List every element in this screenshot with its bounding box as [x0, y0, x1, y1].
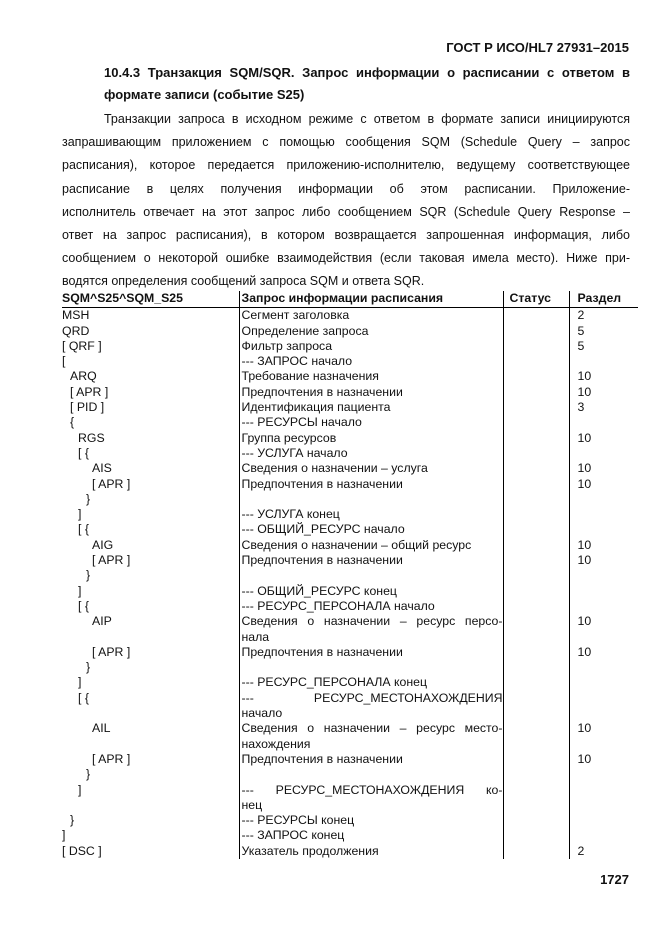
description-line: --- РЕСУРС_ПЕРСОНАЛА конец [241, 675, 428, 690]
table-row [62, 675, 638, 690]
table-row [62, 461, 638, 476]
segment-cell: [ { [62, 599, 239, 614]
description-cell [239, 660, 503, 675]
table-row [62, 538, 638, 553]
status-cell [503, 477, 569, 492]
section-title-line-1: 10.4.3 Транзакция SQM/SQR. Запрос информации о расписании с ответом в [104, 65, 630, 80]
section-cell: 10 [577, 476, 592, 491]
description-line: Требование назначения [241, 369, 379, 384]
section-cell [569, 813, 638, 828]
segment-cell: [ APR ] [62, 645, 239, 660]
status-cell [503, 385, 569, 400]
paragraph-line: Транзакции запроса в исходном режиме с ответом в формате записи инициируются [104, 112, 630, 126]
section-cell: 10 [577, 614, 592, 629]
table-row [62, 507, 638, 522]
segment-cell: [ { [62, 522, 239, 537]
description-cell [239, 431, 503, 446]
section-cell: 10 [577, 644, 592, 659]
description-line: Сведения о назначении – ресурс персо- [241, 614, 503, 629]
description-line: Сведения о назначении – общий ресурс [241, 537, 472, 552]
description-cell [239, 339, 503, 354]
status-cell [503, 691, 569, 722]
paragraph-line: сообщением о некоторой ошибке взаимодействия (если таковая имела место). Ниже при- [62, 251, 630, 266]
table-row [62, 308, 638, 324]
page-number: 1727 [600, 872, 629, 887]
section-cell [569, 446, 638, 461]
description-line: Предпочтения в назначении [241, 751, 403, 766]
status-cell [503, 584, 569, 599]
segment-cell: ] [62, 507, 239, 522]
table-row [62, 752, 638, 767]
description-cell [239, 752, 503, 767]
table-row [62, 599, 638, 614]
section-cell: 10 [577, 553, 592, 568]
description-line: Фильтр запроса [241, 338, 333, 353]
description-cell [239, 492, 503, 507]
segment-cell: } [62, 813, 239, 828]
paragraph-line: водятся определения сообщений запроса SQM и ответа SQR. [62, 274, 425, 289]
section-cell [569, 691, 638, 722]
description-line: нала [241, 629, 270, 644]
description-cell [239, 691, 503, 722]
description-line: Идентификация пациента [241, 400, 391, 415]
segment-cell: { [62, 415, 239, 430]
description-cell [239, 477, 503, 492]
body-paragraph [62, 108, 630, 294]
description-line [242, 660, 503, 675]
segment-cell: [ APR ] [62, 553, 239, 568]
description-cell [239, 400, 503, 415]
status-cell [503, 767, 569, 782]
status-cell [503, 400, 569, 415]
section-cell [569, 584, 638, 599]
paragraph-line: исполнитель отвечает на этот запрос либо сообщением SQR (Schedule Query Response – [62, 204, 630, 219]
status-cell [503, 752, 569, 767]
paragraph-line: расписание в целях получения информации об этом расписании. Приложение- [62, 181, 630, 196]
status-cell [503, 828, 569, 843]
section-cell: 2 [577, 843, 585, 858]
description-line: Группа ресурсов [241, 430, 337, 445]
description-cell [239, 721, 503, 752]
section-cell [569, 415, 638, 430]
description-line: --- ОБЩИЙ_РЕСУРС конец [241, 583, 397, 598]
description-cell [239, 645, 503, 660]
status-cell [503, 783, 569, 814]
segment-cell: AIS [62, 461, 239, 476]
section-cell [569, 828, 638, 843]
status-cell [503, 339, 569, 354]
status-cell [503, 568, 569, 583]
status-cell [503, 844, 569, 859]
description-cell [239, 507, 503, 522]
segment-cell: RGS [62, 431, 239, 446]
paragraph-line: расписания), которое передается приложению-исполнителю, ведущему соответствующее [62, 158, 630, 173]
description-cell [239, 783, 503, 814]
status-cell [503, 369, 569, 384]
status-cell [503, 415, 569, 430]
segment-cell: QRD [62, 324, 239, 339]
paragraph-line: запрашивающим приложением с помощью сообщения SQM (Schedule Query – запрос [62, 135, 630, 150]
description-line: --- УСЛУГА начало [241, 445, 348, 460]
section-cell: 10 [577, 537, 592, 552]
table-row [62, 385, 638, 400]
description-line: Предпочтения в назначении [241, 476, 403, 491]
section-cell: 10 [577, 384, 592, 399]
table-row [62, 721, 638, 752]
section-cell: 10 [577, 461, 592, 476]
table-row [62, 660, 638, 675]
status-cell [503, 354, 569, 369]
section-cell [569, 354, 638, 369]
section-cell: 10 [577, 721, 592, 736]
segment-cell: [ { [62, 446, 239, 461]
segment-cell: [ PID ] [62, 400, 239, 415]
section-cell [569, 660, 638, 675]
segment-cell: [ { [62, 691, 239, 722]
table-row [62, 645, 638, 660]
header-status: Статус [503, 291, 569, 308]
table-row [62, 783, 638, 814]
table-row [62, 813, 638, 828]
table-row [62, 492, 638, 507]
status-cell [503, 492, 569, 507]
description-line: Предпочтения в назначении [241, 384, 403, 399]
table-row [62, 415, 638, 430]
description-line: Сведения о назначении – ресурс место- [241, 721, 503, 736]
status-cell [503, 553, 569, 568]
table-row [62, 339, 638, 354]
description-line: --- РЕСУРС_МЕСТОНАХОЖДЕНИЯ [241, 690, 503, 705]
status-cell [503, 614, 569, 645]
document-header: ГОСТ Р ИСО/HL7 27931–2015 [446, 40, 629, 55]
section-cell: 2 [577, 308, 585, 323]
segment-cell: [ [62, 354, 239, 369]
description-line: --- ЗАПРОС конец [241, 828, 345, 843]
table-row [62, 614, 638, 645]
description-line [242, 568, 503, 583]
description-line: Сегмент заголовка [241, 308, 350, 323]
description-cell [239, 415, 503, 430]
table-row [62, 431, 638, 446]
segment-cell: AIG [62, 538, 239, 553]
segment-cell: AIL [62, 721, 239, 752]
description-line: Предпочтения в назначении [241, 553, 403, 568]
description-cell [239, 308, 503, 324]
status-cell [503, 538, 569, 553]
description-line: нец [241, 797, 263, 812]
header-description: Запрос информации расписания [239, 291, 503, 308]
description-cell [239, 553, 503, 568]
table-row [62, 477, 638, 492]
section-cell [569, 783, 638, 814]
status-cell [503, 675, 569, 690]
description-line: --- ЗАПРОС начало [241, 354, 353, 369]
description-cell [239, 675, 503, 690]
status-cell [503, 461, 569, 476]
description-cell [239, 522, 503, 537]
status-cell [503, 308, 569, 324]
table-row [62, 844, 638, 859]
description-line: --- РЕСУРСЫ начало [241, 415, 362, 430]
section-cell: 3 [577, 400, 585, 415]
description-line [242, 767, 503, 782]
segment-cell: } [62, 568, 239, 583]
segment-cell: } [62, 660, 239, 675]
section-cell: 5 [577, 323, 585, 338]
segment-cell: [ DSC ] [62, 844, 239, 859]
header-segment: SQM^S25^SQM_S25 [62, 291, 239, 308]
status-cell [503, 431, 569, 446]
section-cell [569, 492, 638, 507]
section-cell: 5 [577, 338, 585, 353]
table-row [62, 354, 638, 369]
description-cell [239, 828, 503, 843]
table-body [62, 308, 638, 859]
status-cell [503, 446, 569, 461]
description-line: --- УСЛУГА конец [241, 507, 340, 522]
segment-cell: ] [62, 828, 239, 843]
description-cell [239, 584, 503, 599]
description-cell [239, 599, 503, 614]
table-row [62, 522, 638, 537]
description-cell [239, 369, 503, 384]
table-row [62, 400, 638, 415]
table-row [62, 446, 638, 461]
table-row [62, 369, 638, 384]
description-line: Сведения о назначении – услуга [241, 461, 428, 476]
section-title-line-2: формате записи (событие S25) [104, 87, 305, 102]
description-line: Предпочтения в назначении [241, 644, 403, 659]
description-cell [239, 538, 503, 553]
section-cell [569, 675, 638, 690]
description-cell [239, 354, 503, 369]
description-cell [239, 324, 503, 339]
section-cell [569, 522, 638, 537]
segment-cell: ] [62, 675, 239, 690]
description-cell [239, 461, 503, 476]
status-cell [503, 813, 569, 828]
table-header-row [62, 291, 638, 308]
status-cell [503, 721, 569, 752]
segment-cell: [ APR ] [62, 385, 239, 400]
description-line: --- ОБЩИЙ_РЕСУРС начало [241, 522, 405, 537]
table-row [62, 584, 638, 599]
section-cell: 10 [577, 751, 592, 766]
status-cell [503, 507, 569, 522]
description-line: Определение запроса [241, 323, 369, 338]
section-cell [569, 507, 638, 522]
description-cell [239, 844, 503, 859]
status-cell [503, 599, 569, 614]
table-row [62, 324, 638, 339]
table-row [62, 767, 638, 782]
section-cell [569, 599, 638, 614]
section-cell: 10 [577, 430, 592, 445]
description-line: начало [241, 706, 283, 721]
segment-cell: } [62, 492, 239, 507]
segment-cell: ] [62, 584, 239, 599]
description-line: --- РЕСУРС_МЕСТОНАХОЖДЕНИЯ ко- [241, 782, 503, 797]
segment-cell: [ QRF ] [62, 339, 239, 354]
description-cell [239, 614, 503, 645]
section-cell [569, 568, 638, 583]
header-section: Раздел [569, 291, 638, 308]
description-line: --- РЕСУРС_ПЕРСОНАЛА начало [241, 598, 435, 613]
segment-cell: [ APR ] [62, 752, 239, 767]
segment-cell: } [62, 767, 239, 782]
description-cell [239, 568, 503, 583]
table-row [62, 568, 638, 583]
status-cell [503, 324, 569, 339]
description-cell [239, 813, 503, 828]
table-row [62, 553, 638, 568]
table-row [62, 691, 638, 722]
description-line [242, 492, 503, 507]
description-line: нахождения [241, 736, 311, 751]
description-cell [239, 767, 503, 782]
segment-cell: ] [62, 783, 239, 814]
segment-cell: MSH [62, 308, 239, 324]
description-line: --- РЕСУРСЫ конец [241, 813, 355, 828]
section-title [104, 62, 630, 106]
table-row [62, 828, 638, 843]
description-line: Указатель продолжения [241, 843, 379, 858]
section-cell [569, 767, 638, 782]
status-cell [503, 522, 569, 537]
description-cell [239, 385, 503, 400]
description-cell [239, 446, 503, 461]
segment-cell: [ APR ] [62, 477, 239, 492]
message-structure-table [62, 291, 638, 859]
status-cell [503, 645, 569, 660]
status-cell [503, 660, 569, 675]
paragraph-line: ответ на запрос расписания), в котором возвращается запрошенная информация, либо [62, 228, 630, 243]
segment-cell: AIP [62, 614, 239, 645]
section-cell: 10 [577, 369, 592, 384]
segment-cell: ARQ [62, 369, 239, 384]
